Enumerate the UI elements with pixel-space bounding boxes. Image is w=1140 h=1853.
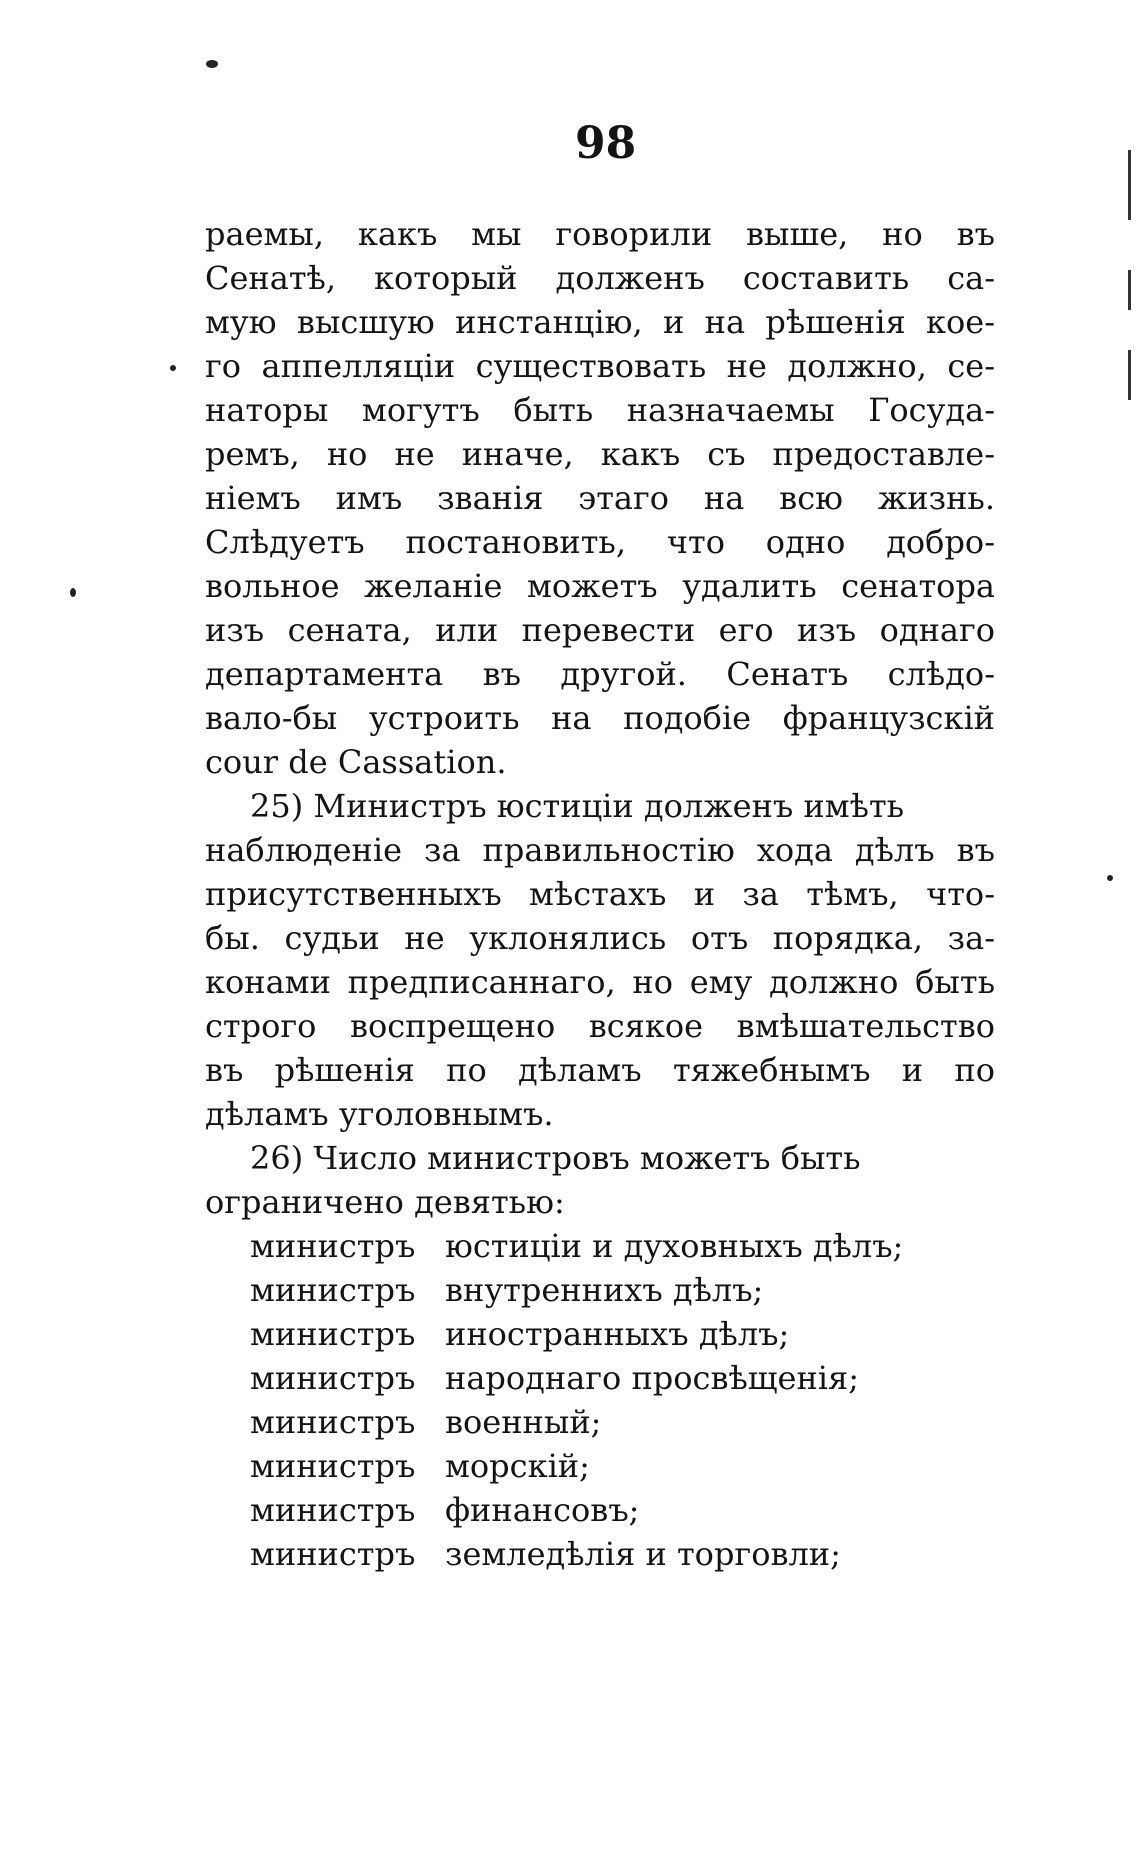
minister-title: министръ bbox=[250, 1403, 416, 1441]
margin-rule-upper bbox=[1128, 150, 1131, 220]
text-line: строго воспрещено всякое вмѣшательство bbox=[205, 1007, 995, 1045]
minister-domain: финансовъ; bbox=[445, 1491, 640, 1529]
minister-domain: народнаго просвѣщенія; bbox=[445, 1359, 859, 1397]
body-text bbox=[205, 212, 995, 1576]
minister-domain: внутреннихъ дѣлъ; bbox=[445, 1271, 764, 1309]
scan-speck bbox=[1107, 875, 1113, 881]
text-line: вольное желаніе можетъ удалить сенатора bbox=[205, 567, 995, 605]
text-line: 26) Число министровъ можетъ быть bbox=[250, 1139, 861, 1177]
minister-list-item bbox=[205, 1312, 995, 1356]
scan-speck bbox=[70, 588, 76, 597]
text-line: департамента въ другой. Сенатъ слѣдо- bbox=[205, 655, 995, 693]
minister-title: министръ bbox=[250, 1359, 416, 1397]
text-line: Слѣдуетъ постановить, что одно добро- bbox=[205, 523, 995, 561]
text-line: присутственныхъ мѣстахъ и за тѣмъ, что- bbox=[205, 875, 995, 913]
minister-title: министръ bbox=[250, 1491, 416, 1529]
text-line: ограничено девятью: bbox=[205, 1183, 565, 1221]
minister-domain: иностранныхъ дѣлъ; bbox=[445, 1315, 790, 1353]
text-line: ремъ, но не иначе, какъ съ предоставле- bbox=[205, 435, 995, 473]
minister-list-item bbox=[205, 1356, 995, 1400]
minister-list-item bbox=[205, 1444, 995, 1488]
text-line: въ рѣшенія по дѣламъ тяжебнымъ и по bbox=[205, 1051, 995, 1089]
minister-list-item bbox=[205, 1488, 995, 1532]
text-line: бы. судьи не уклонялись отъ порядка, за- bbox=[205, 919, 995, 957]
minister-title: министръ bbox=[250, 1227, 416, 1265]
text-line: cour de Cassation. bbox=[205, 743, 507, 781]
text-line: изъ сената, или перевести его изъ однаго bbox=[205, 611, 995, 649]
margin-rule-lower bbox=[1128, 350, 1131, 400]
margin-rule-mid bbox=[1128, 270, 1131, 310]
minister-domain: военный; bbox=[445, 1403, 602, 1441]
text-line: дѣламъ уголовнымъ. bbox=[205, 1095, 554, 1133]
minister-title: министръ bbox=[250, 1271, 416, 1309]
minister-list-item bbox=[205, 1268, 995, 1312]
minister-title: министръ bbox=[250, 1447, 416, 1485]
text-line: вало-бы устроить на подобіе французскій bbox=[205, 699, 995, 737]
minister-list-item bbox=[205, 1400, 995, 1444]
scan-speck bbox=[206, 60, 218, 68]
text-line: мую высшую инстанцію, и на рѣшенія кое- bbox=[205, 303, 995, 341]
text-line: наблюденіе за правильностію хода дѣлъ въ bbox=[205, 831, 995, 869]
text-line: го аппелляціи существовать не должно, се- bbox=[205, 347, 995, 385]
minister-title: министръ bbox=[250, 1315, 416, 1353]
minister-domain: юстиціи и духовныхъ дѣлъ; bbox=[445, 1227, 904, 1265]
minister-domain: земледѣлія и торговли; bbox=[445, 1535, 841, 1573]
minister-title: министръ bbox=[250, 1535, 416, 1573]
scan-speck bbox=[170, 365, 176, 371]
text-line: конами предписаннаго, но ему должно быть bbox=[205, 963, 995, 1001]
text-line: Сенатѣ, который долженъ составить са- bbox=[205, 259, 995, 297]
page-number: 98 bbox=[575, 118, 637, 169]
text-line: 25) Министръ юстиціи долженъ имѣть bbox=[250, 787, 905, 825]
minister-domain: морскій; bbox=[445, 1447, 590, 1485]
text-line: раемы, какъ мы говорили выше, но въ bbox=[205, 215, 995, 253]
minister-list-item bbox=[205, 1532, 995, 1576]
minister-list-item bbox=[205, 1224, 995, 1268]
text-line: наторы могутъ быть назначаемы Госуда- bbox=[205, 391, 995, 429]
text-line: ніемъ имъ званія этаго на всю жизнь. bbox=[205, 479, 995, 517]
